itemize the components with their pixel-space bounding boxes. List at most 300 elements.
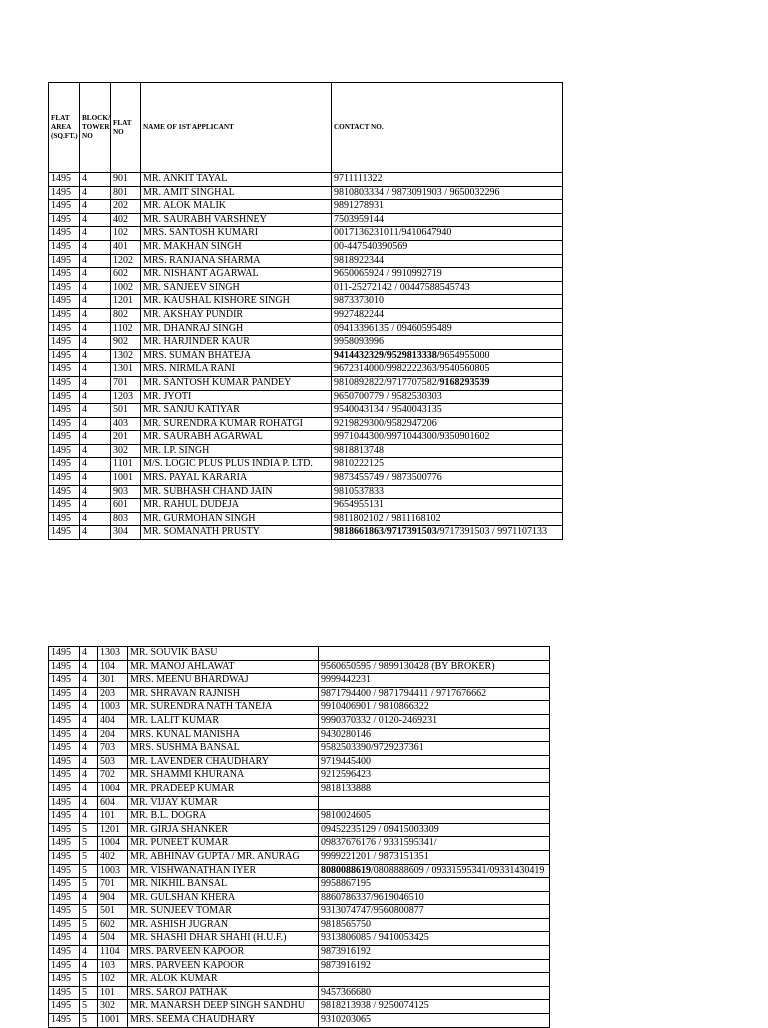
cell-flat-no: 1004 <box>98 837 128 851</box>
cell-block: 4 <box>80 376 111 390</box>
cell-contact-no <box>319 660 550 674</box>
contact-segment: /0808888609 / 09331595341/09331430419 <box>371 864 545 876</box>
cell-block: 5 <box>80 918 98 932</box>
cell-block: 4 <box>80 499 111 513</box>
contact-segment: 9810222125 <box>333 458 384 470</box>
cell-block: 4 <box>80 458 111 472</box>
table-row <box>49 404 563 418</box>
table-row <box>49 714 550 728</box>
cell-block: 4 <box>80 782 98 796</box>
table-row <box>49 213 563 227</box>
table-row <box>49 946 550 960</box>
cell-flat-no: 703 <box>98 742 128 756</box>
cell-flat-area: 1495 <box>49 227 80 241</box>
table-row <box>49 674 550 688</box>
cell-flat-area: 1495 <box>49 973 80 987</box>
cell-flat-area: 1495 <box>49 308 80 322</box>
table-row <box>49 200 563 214</box>
cell-applicant-name: MR. LALIT KUMAR <box>128 714 319 728</box>
cell-block: 4 <box>80 186 111 200</box>
cell-block: 4 <box>80 173 111 187</box>
cell-contact-no <box>331 417 562 431</box>
cell-applicant-name: MR. MANARSH DEEP SINGH SANDHU <box>128 1000 319 1014</box>
cell-flat-no: 501 <box>98 905 128 919</box>
contact-segment: 9711111322 <box>333 173 383 184</box>
table-row <box>49 1014 550 1028</box>
cell-block: 4 <box>80 295 111 309</box>
cell-block: 4 <box>80 687 98 701</box>
cell-block: 5 <box>80 905 98 919</box>
table-row <box>49 390 563 404</box>
contact-segment: 9891278931 <box>333 200 384 212</box>
header-flat-no: FLAT NO <box>110 83 140 173</box>
contact-segment: 9168293539 <box>439 376 490 388</box>
cell-flat-area: 1495 <box>49 526 80 540</box>
cell-flat-area: 1495 <box>49 349 80 363</box>
cell-flat-no: 202 <box>110 200 140 214</box>
applicant-table-2 <box>48 646 550 1028</box>
table-row <box>49 268 563 282</box>
cell-applicant-name: MR. VIJAY KUMAR <box>128 796 319 810</box>
cell-contact-no <box>319 782 550 796</box>
cell-contact-no <box>331 227 562 241</box>
cell-block: 4 <box>80 796 98 810</box>
cell-block: 4 <box>80 728 98 742</box>
cell-contact-no <box>319 932 550 946</box>
cell-contact-no <box>319 647 550 661</box>
contact-segment: 9999442231 <box>321 674 371 686</box>
cell-flat-area: 1495 <box>49 336 80 350</box>
cell-applicant-name: MR. ASHISH JUGRAN <box>128 918 319 932</box>
cell-contact-no <box>319 1014 550 1028</box>
cell-contact-no <box>319 878 550 892</box>
cell-applicant-name: MRS. KUNAL MANISHA <box>128 728 319 742</box>
cell-contact-no <box>319 714 550 728</box>
cell-block: 5 <box>80 850 98 864</box>
cell-flat-no: 203 <box>98 687 128 701</box>
cell-flat-no: 1302 <box>110 349 140 363</box>
cell-flat-area: 1495 <box>49 295 80 309</box>
table-row <box>49 240 563 254</box>
cell-flat-no: 102 <box>110 227 140 241</box>
contact-segment: 9818922344 <box>333 254 384 266</box>
cell-applicant-name: MRS. MEENU BHARDWAJ <box>128 674 319 688</box>
cell-flat-area: 1495 <box>49 755 80 769</box>
cell-applicant-name: MR. PRADEEP KUMAR <box>128 782 319 796</box>
contact-segment: 00-447540390569 <box>333 240 408 252</box>
contact-segment: 09452235129 / 09415003309 <box>321 823 439 835</box>
contact-segment: 9971044300/9971044300/9350901602 <box>333 431 490 443</box>
contact-segment: 8080088619 <box>321 864 371 876</box>
table-row <box>49 810 550 824</box>
table-row <box>49 254 563 268</box>
table-row <box>49 308 563 322</box>
cell-contact-no <box>331 472 562 486</box>
cell-applicant-name: MR. NISHANT AGARWAL <box>140 268 331 282</box>
cell-block: 4 <box>80 472 111 486</box>
cell-applicant-name: MRS. SUMAN BHATEJA <box>140 349 331 363</box>
table-row <box>49 823 550 837</box>
contact-segment: 9560650595 / 9899130428 (BY BROKER) <box>321 660 495 672</box>
cell-block: 4 <box>80 701 98 715</box>
cell-block: 4 <box>80 240 111 254</box>
cell-applicant-name: MRS. PARVEEN KAPOOR <box>128 946 319 960</box>
table-row <box>49 1000 550 1014</box>
contact-segment: 9958867195 <box>321 878 371 890</box>
cell-flat-area: 1495 <box>49 240 80 254</box>
table-row <box>49 850 550 864</box>
cell-contact-no <box>331 268 562 282</box>
cell-flat-no: 401 <box>110 240 140 254</box>
cell-block: 4 <box>80 946 98 960</box>
cell-contact-no <box>331 376 562 390</box>
cell-applicant-name: MR. GURMOHAN SINGH <box>140 512 331 526</box>
contact-segment: 8860786337/9619046510 <box>321 891 424 903</box>
table-row <box>49 701 550 715</box>
cell-flat-area: 1495 <box>49 986 80 1000</box>
cell-flat-area: 1495 <box>49 322 80 336</box>
cell-flat-no: 1001 <box>110 472 140 486</box>
cell-contact-no <box>319 701 550 715</box>
cell-flat-no: 1201 <box>98 823 128 837</box>
cell-applicant-name: MR. SANJU KATIYAR <box>140 404 331 418</box>
cell-applicant-name: MR. I.P. SINGH <box>140 444 331 458</box>
cell-flat-no: 1001 <box>98 1014 128 1028</box>
cell-applicant-name: MR. SUBHASH CHAND JAIN <box>140 485 331 499</box>
contact-segment: 9810803334 / 9873091903 / 9650032296 <box>333 186 500 198</box>
cell-block: 5 <box>80 986 98 1000</box>
table-row <box>49 485 563 499</box>
cell-flat-area: 1495 <box>49 1000 80 1014</box>
cell-flat-area: 1495 <box>49 417 80 431</box>
cell-flat-no: 402 <box>98 850 128 864</box>
contact-segment: 7503959144 <box>333 213 384 225</box>
cell-block: 4 <box>80 444 111 458</box>
cell-applicant-name: MR. JYOTI <box>140 390 331 404</box>
table-row <box>49 376 563 390</box>
cell-applicant-name: MR. B.L. DOGRA <box>128 810 319 824</box>
cell-applicant-name: MR. RAHUL DUDEJA <box>140 499 331 513</box>
table-row <box>49 472 563 486</box>
cell-block: 4 <box>80 268 111 282</box>
cell-flat-area: 1495 <box>49 281 80 295</box>
table-row <box>49 755 550 769</box>
cell-flat-no: 404 <box>98 714 128 728</box>
cell-applicant-name: MR. PUNEET KUMAR <box>128 837 319 851</box>
cell-flat-no: 403 <box>110 417 140 431</box>
header-applicant-name: NAME OF 1ST APPLICANT <box>140 83 331 173</box>
table-row <box>49 322 563 336</box>
table-row <box>49 782 550 796</box>
table-row <box>49 186 563 200</box>
contact-segment: 9811802102 / 9811168102 <box>333 512 441 524</box>
cell-block: 4 <box>80 512 111 526</box>
cell-block: 4 <box>80 431 111 445</box>
cell-flat-no: 601 <box>110 499 140 513</box>
cell-flat-no: 802 <box>110 308 140 322</box>
cell-flat-area: 1495 <box>49 687 80 701</box>
cell-applicant-name: MR. SANTOSH KUMAR PANDEY <box>140 376 331 390</box>
cell-applicant-name: MR. ALOK KUMAR <box>128 973 319 987</box>
cell-applicant-name: MR. SHAMMI KHURANA <box>128 769 319 783</box>
header-flat-area: FLAT AREA (SQ.FT.) <box>49 83 80 173</box>
contact-segment: 9313806085 / 9410053425 <box>321 932 429 944</box>
contact-segment: 9818813748 <box>333 444 384 456</box>
cell-contact-no <box>331 390 562 404</box>
cell-flat-no: 702 <box>98 769 128 783</box>
cell-contact-no <box>331 349 562 363</box>
cell-contact-no <box>331 485 562 499</box>
cell-flat-no: 1202 <box>110 254 140 268</box>
cell-flat-no: 301 <box>98 674 128 688</box>
cell-block: 4 <box>80 742 98 756</box>
cell-flat-no: 304 <box>110 526 140 540</box>
cell-contact-no <box>319 796 550 810</box>
cell-flat-no: 402 <box>110 213 140 227</box>
contact-segment: 9873916192 <box>321 959 371 971</box>
cell-flat-area: 1495 <box>49 254 80 268</box>
cell-contact-no <box>319 891 550 905</box>
cell-block: 5 <box>80 878 98 892</box>
contact-segment: 9871794400 / 9871794411 / 9717676662 <box>321 687 487 699</box>
cell-flat-area: 1495 <box>49 796 80 810</box>
cell-flat-area: 1495 <box>49 173 80 187</box>
cell-applicant-name: MR. ALOK MALIK <box>140 200 331 214</box>
cell-flat-no: 103 <box>98 959 128 973</box>
cell-applicant-name: MR. AMIT SINGHAL <box>140 186 331 200</box>
cell-block: 4 <box>80 227 111 241</box>
cell-flat-area: 1495 <box>49 742 80 756</box>
cell-flat-no: 201 <box>110 431 140 445</box>
table-row <box>49 742 550 756</box>
cell-contact-no <box>331 186 562 200</box>
cell-flat-area: 1495 <box>49 810 80 824</box>
cell-contact-no <box>319 1000 550 1014</box>
cell-contact-no <box>319 728 550 742</box>
cell-flat-no: 902 <box>110 336 140 350</box>
cell-block: 4 <box>80 281 111 295</box>
cell-contact-no <box>319 674 550 688</box>
cell-flat-area: 1495 <box>49 458 80 472</box>
contact-segment: 9219829300/9582947206 <box>333 417 437 429</box>
cell-flat-area: 1495 <box>49 499 80 513</box>
table-row <box>49 227 563 241</box>
cell-block: 4 <box>80 755 98 769</box>
cell-block: 5 <box>80 864 98 878</box>
cell-applicant-name: MR. ABHINAV GUPTA / MR. ANURAG <box>128 850 319 864</box>
cell-block: 4 <box>80 349 111 363</box>
contact-segment: 9990370332 / 0120-2469231 <box>321 714 438 726</box>
cell-flat-area: 1495 <box>49 390 80 404</box>
cell-contact-no <box>331 308 562 322</box>
cell-applicant-name: MR. SAURABH VARSHNEY <box>140 213 331 227</box>
cell-contact-no <box>331 336 562 350</box>
cell-block: 4 <box>80 308 111 322</box>
contact-segment: 9650700779 / 9582530303 <box>333 390 442 402</box>
cell-applicant-name: MR. SOUVIK BASU <box>128 647 319 661</box>
table-row <box>49 444 563 458</box>
cell-block: 4 <box>80 336 111 350</box>
cell-flat-area: 1495 <box>49 946 80 960</box>
contact-segment: 9873916192 <box>321 946 371 958</box>
cell-flat-area: 1495 <box>49 376 80 390</box>
cell-contact-no <box>319 687 550 701</box>
cell-flat-area: 1495 <box>49 647 80 661</box>
cell-block: 4 <box>80 769 98 783</box>
cell-flat-area: 1495 <box>49 864 80 878</box>
cell-applicant-name: MR. ANKIT TAYAL <box>140 173 331 187</box>
cell-block: 4 <box>80 674 98 688</box>
table-row <box>49 336 563 350</box>
cell-flat-no: 801 <box>110 186 140 200</box>
cell-applicant-name: MRS. RANJANA SHARMA <box>140 254 331 268</box>
cell-flat-area: 1495 <box>49 959 80 973</box>
contact-segment: 9873373010 <box>333 295 384 307</box>
contact-segment: 9810537833 <box>333 485 384 497</box>
cell-flat-no: 501 <box>110 404 140 418</box>
cell-applicant-name: MRS. SUSHMA BANSAL <box>128 742 319 756</box>
contact-segment: 9910406901 / 9810866322 <box>321 701 429 713</box>
cell-flat-no: 504 <box>98 932 128 946</box>
contact-segment: 9457366680 <box>321 986 371 998</box>
contact-segment: 09837676176 / 9331595341/ <box>321 837 437 849</box>
cell-block: 4 <box>80 322 111 336</box>
table-row <box>49 796 550 810</box>
applicant-table-1 <box>48 82 563 540</box>
contact-segment: 9719445400 <box>321 755 371 767</box>
cell-applicant-name: MR. VISHWANATHAN IYER <box>128 864 319 878</box>
cell-block: 4 <box>80 714 98 728</box>
cell-flat-area: 1495 <box>49 444 80 458</box>
cell-applicant-name: MR. DHANRAJ SINGH <box>140 322 331 336</box>
table-row <box>49 349 563 363</box>
cell-contact-no <box>331 499 562 513</box>
cell-flat-area: 1495 <box>49 850 80 864</box>
table-row <box>49 512 563 526</box>
cell-applicant-name: MRS. SEEMA CHAUDHARY <box>128 1014 319 1028</box>
table-row <box>49 431 563 445</box>
cell-flat-no: 901 <box>110 173 140 187</box>
cell-applicant-name: M/S. LOGIC PLUS PLUS INDIA P. LTD. <box>140 458 331 472</box>
cell-flat-area: 1495 <box>49 660 80 674</box>
cell-flat-no: 1101 <box>110 458 140 472</box>
table-row <box>49 891 550 905</box>
cell-contact-no <box>319 823 550 837</box>
cell-flat-no: 604 <box>98 796 128 810</box>
table-row <box>49 647 550 661</box>
cell-contact-no <box>319 959 550 973</box>
cell-flat-no: 204 <box>98 728 128 742</box>
table-row <box>49 769 550 783</box>
cell-flat-no: 503 <box>98 755 128 769</box>
cell-flat-area: 1495 <box>49 200 80 214</box>
cell-contact-no <box>319 755 550 769</box>
cell-block: 4 <box>80 213 111 227</box>
cell-contact-no <box>331 431 562 445</box>
cell-applicant-name: MR. SANJEEV SINGH <box>140 281 331 295</box>
table-row <box>49 986 550 1000</box>
contact-segment: 9540043134 / 9540043135 <box>333 404 442 416</box>
table-body-1 <box>49 173 563 540</box>
cell-flat-area: 1495 <box>49 701 80 715</box>
table-row <box>49 837 550 851</box>
cell-contact-no <box>331 458 562 472</box>
cell-flat-no: 1203 <box>110 390 140 404</box>
cell-contact-no <box>319 742 550 756</box>
table-row <box>49 660 550 674</box>
cell-applicant-name: MR. SAURABH AGARWAL <box>140 431 331 445</box>
cell-block: 4 <box>80 363 111 377</box>
cell-applicant-name: MR. SHASHI DHAR SHAHI (H.U.F.) <box>128 932 319 946</box>
cell-contact-no <box>331 363 562 377</box>
contact-segment: 9654955000 <box>439 349 490 361</box>
contact-segment: 9414432329/9529813338/ <box>333 349 440 361</box>
table-row <box>49 959 550 973</box>
header-block-tower: BLOCK/ TOWER NO <box>80 83 111 173</box>
cell-flat-area: 1495 <box>49 213 80 227</box>
cell-contact-no <box>331 200 562 214</box>
cell-block: 5 <box>80 837 98 851</box>
table-row <box>49 687 550 701</box>
cell-applicant-name: MR. MAKHAN SINGH <box>140 240 331 254</box>
cell-flat-area: 1495 <box>49 837 80 851</box>
cell-contact-no <box>331 526 562 540</box>
cell-flat-no: 1002 <box>110 281 140 295</box>
cell-applicant-name: MRS. SANTOSH KUMARI <box>140 227 331 241</box>
cell-flat-area: 1495 <box>49 485 80 499</box>
table-row <box>49 878 550 892</box>
cell-flat-no: 1104 <box>98 946 128 960</box>
cell-contact-no <box>319 837 550 851</box>
cell-flat-area: 1495 <box>49 512 80 526</box>
cell-contact-no <box>319 946 550 960</box>
cell-flat-no: 602 <box>110 268 140 282</box>
cell-flat-no: 302 <box>98 1000 128 1014</box>
cell-flat-area: 1495 <box>49 431 80 445</box>
cell-applicant-name: MR. NIKHIL BANSAL <box>128 878 319 892</box>
cell-block: 4 <box>80 404 111 418</box>
cell-flat-area: 1495 <box>49 728 80 742</box>
header-contact-no: CONTACT NO. <box>331 83 562 173</box>
cell-flat-area: 1495 <box>49 918 80 932</box>
contact-segment: 9654955131 <box>333 499 384 511</box>
cell-applicant-name: MR. MANOJ AHLAWAT <box>128 660 319 674</box>
cell-applicant-name: MRS. PARVEEN KAPOOR <box>128 959 319 973</box>
cell-applicant-name: MR. SURENDRA NATH TANEJA <box>128 701 319 715</box>
cell-flat-no: 1003 <box>98 864 128 878</box>
contact-segment: 9818661863/9717391503/ <box>333 526 440 538</box>
contact-segment: 011-25272142 / 00447588545743 <box>333 281 470 293</box>
table-row <box>49 295 563 309</box>
cell-applicant-name: MR. KAUSHAL KISHORE SINGH <box>140 295 331 309</box>
cell-flat-no: 1301 <box>110 363 140 377</box>
cell-contact-no <box>319 850 550 864</box>
cell-applicant-name: MR. SHRAVAN RAJNISH <box>128 687 319 701</box>
cell-flat-no: 701 <box>110 376 140 390</box>
table-row <box>49 526 563 540</box>
table-row <box>49 363 563 377</box>
cell-flat-no: 1102 <box>110 322 140 336</box>
cell-contact-no <box>319 986 550 1000</box>
cell-contact-no <box>331 512 562 526</box>
cell-flat-no: 803 <box>110 512 140 526</box>
cell-contact-no <box>319 918 550 932</box>
cell-block: 4 <box>80 526 111 540</box>
cell-contact-no <box>331 240 562 254</box>
cell-flat-area: 1495 <box>49 363 80 377</box>
table-header-row <box>49 83 563 173</box>
cell-block: 4 <box>80 932 98 946</box>
